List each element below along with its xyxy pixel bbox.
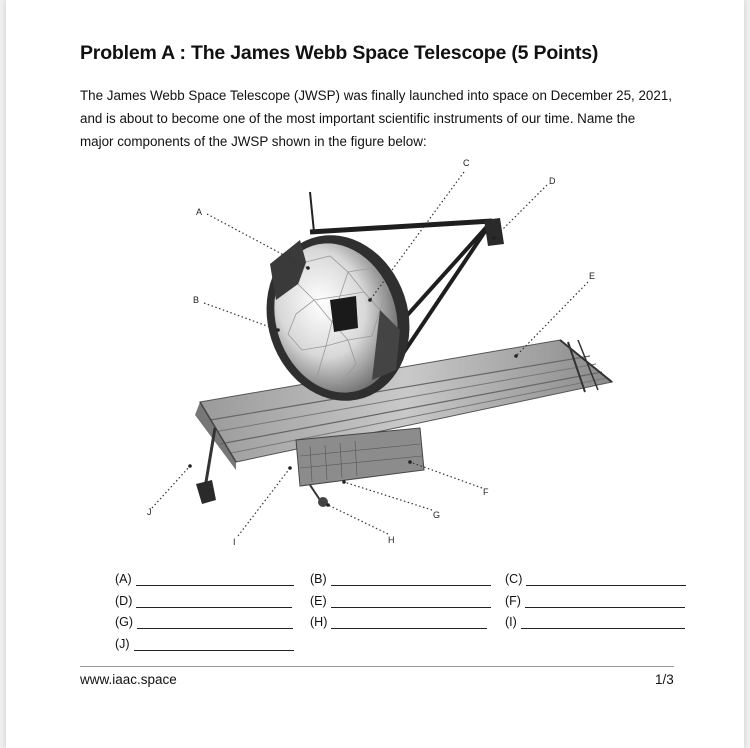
answer-row-c[interactable] xyxy=(505,572,686,586)
footer-divider xyxy=(80,666,674,667)
figure-label-i: I xyxy=(233,537,236,547)
answer-row-h[interactable] xyxy=(310,615,487,629)
answer-row-g[interactable] xyxy=(115,615,293,629)
answer-label: (H) xyxy=(310,615,328,629)
figure-label-d: D xyxy=(549,176,556,186)
intro-line-3: major components of the JWSP shown in the figure below: xyxy=(80,134,427,149)
answer-label: (B) xyxy=(310,572,327,586)
momentum-flap xyxy=(196,428,216,504)
figure-label-c: C xyxy=(463,158,470,168)
answer-label: (J) xyxy=(115,637,130,651)
figure-label-f: F xyxy=(483,487,489,497)
figure-label-g: G xyxy=(433,510,441,520)
spacecraft-bus xyxy=(296,428,424,507)
answer-row-e[interactable] xyxy=(310,594,491,608)
answer-label: (D) xyxy=(115,594,133,608)
answer-label: (C) xyxy=(505,572,523,586)
figure-label-a: A xyxy=(196,207,203,217)
figure-label-e: E xyxy=(589,271,596,281)
intro-line-2: and is about to become one of the most important scientific instruments of our time. Name the xyxy=(80,111,636,126)
figure-label-j: J xyxy=(147,507,152,517)
answer-row-a[interactable] xyxy=(115,572,294,586)
answer-row-b[interactable] xyxy=(310,572,491,586)
answer-label: (G) xyxy=(115,615,134,629)
answer-label: (E) xyxy=(310,594,327,608)
intro-line-1: The James Webb Space Telescope (JWSP) was finally launched into space on December 25, 2021, xyxy=(80,88,672,103)
answer-label: (A) xyxy=(115,572,132,586)
answer-row-f[interactable] xyxy=(505,594,685,608)
answer-label: (F) xyxy=(505,594,521,608)
answer-row-j[interactable] xyxy=(115,637,294,651)
figure-label-b: B xyxy=(193,295,200,305)
answer-row-d[interactable] xyxy=(115,594,292,608)
footer-url: www.iaac.space xyxy=(80,672,177,687)
answer-row-i[interactable] xyxy=(505,615,685,629)
figure-label-h: H xyxy=(388,535,395,545)
problem-title: Problem A : The James Webb Space Telescope (5 Points) xyxy=(80,42,599,64)
page-number: 1/3 xyxy=(655,672,674,687)
answer-label: (I) xyxy=(505,615,517,629)
